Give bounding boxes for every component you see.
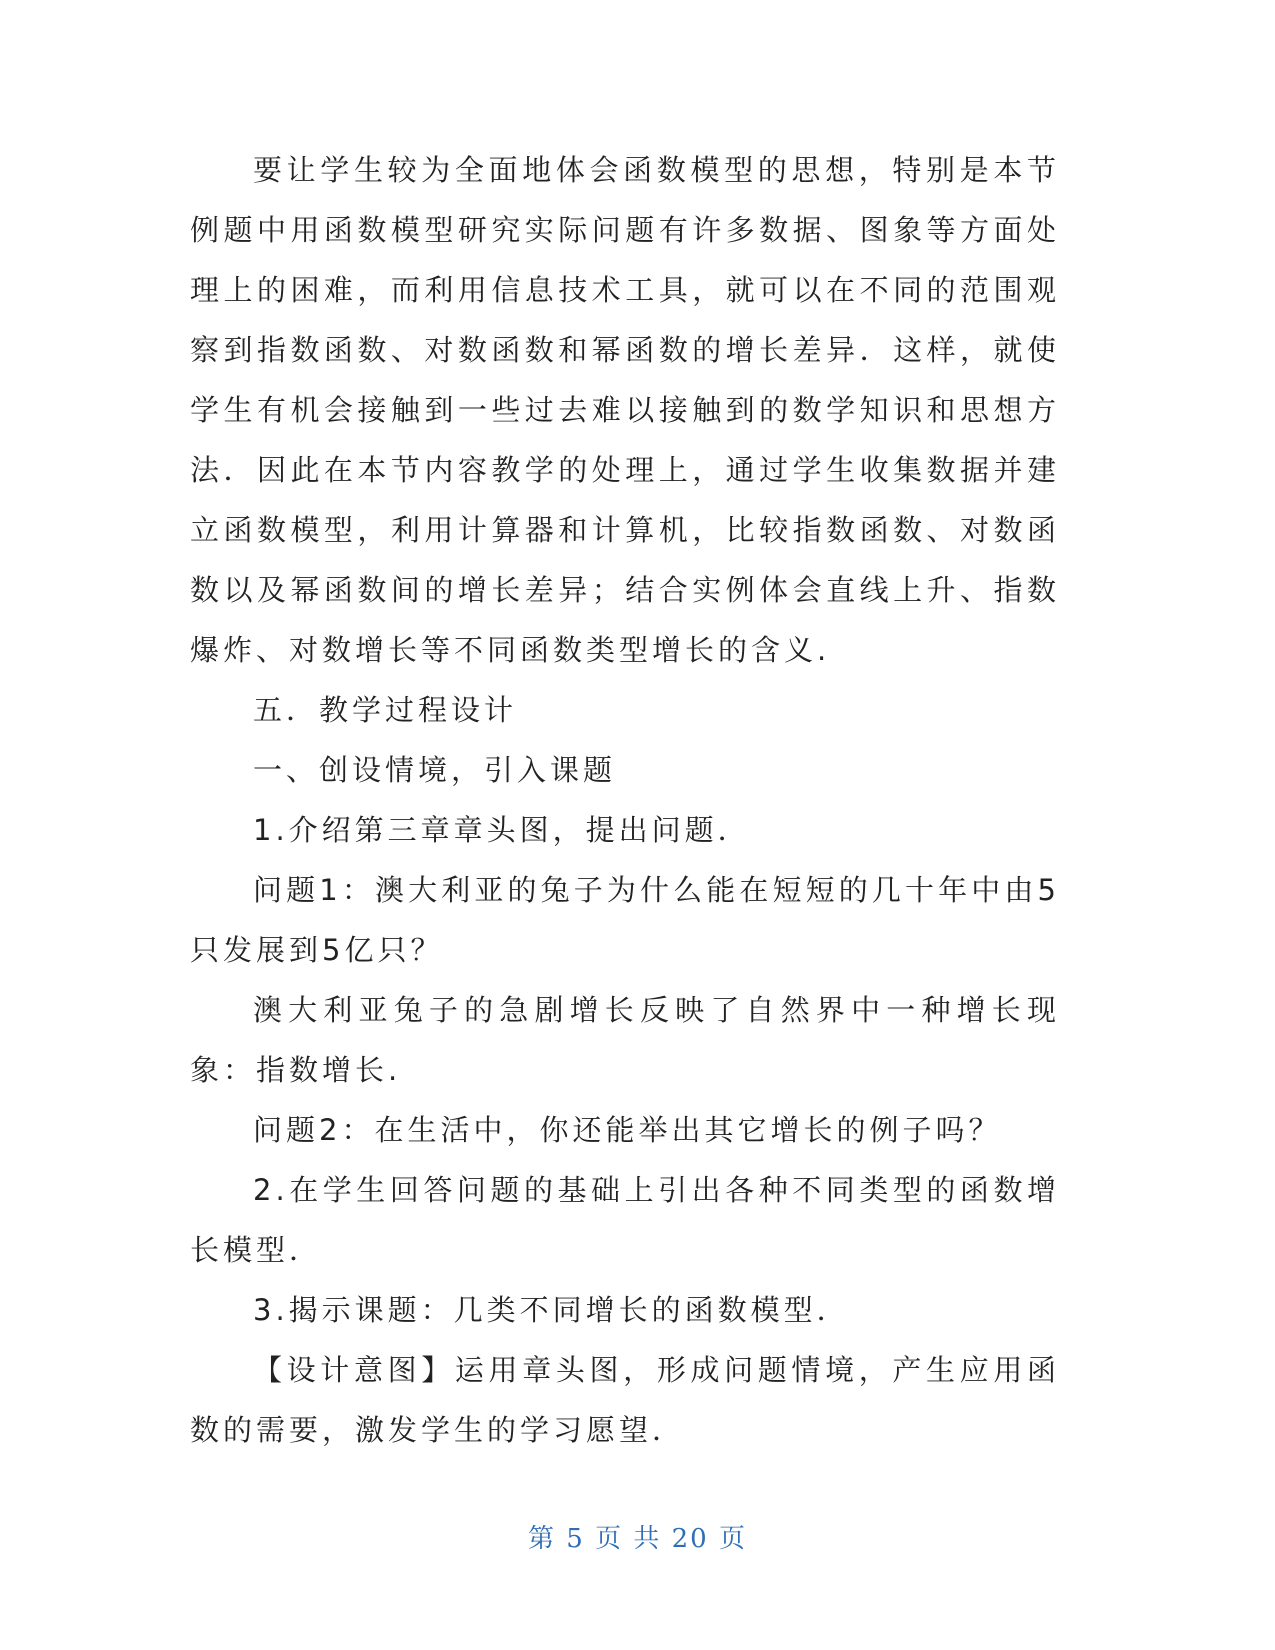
page-footer xyxy=(0,1518,1275,1555)
footer-page-word: 页 xyxy=(595,1524,624,1554)
footer-current-page: 5 xyxy=(566,1524,585,1554)
paragraph-exponential-growth: 澳大利亚兔子的急剧增长反映了自然界中一种增长现象：指数增长. xyxy=(190,993,1060,1087)
subsection-heading: 一、创设情境，引入课题 xyxy=(253,753,617,787)
document-body xyxy=(190,140,1060,1460)
question-1: 问题1：澳大利亚的兔子为什么能在短短的几十年中由5只发展到5亿只？ xyxy=(190,873,1060,967)
section-heading: 五．教学过程设计 xyxy=(253,693,518,727)
step-3: 3.揭示课题：几类不同增长的函数模型． xyxy=(253,1293,850,1327)
step-2: 2.在学生回答问题的基础上引出各种不同类型的函数增长模型． xyxy=(190,1173,1060,1267)
footer-total-word: 共 xyxy=(633,1524,662,1554)
design-intent: 【设计意图】运用章头图，形成问题情境，产生应用函数的需要，激发学生的学习愿望． xyxy=(190,1353,1060,1447)
footer-total-pages: 20 xyxy=(671,1524,709,1554)
question-2: 问题2：在生活中，你还能举出其它增长的例子吗？ xyxy=(253,1113,1002,1147)
footer-prefix: 第 xyxy=(527,1524,556,1554)
footer-suffix: 页 xyxy=(719,1524,748,1554)
paragraph-intro: 要让学生较为全面地体会函数模型的思想，特别是本节例题中用函数模型研究实际问题有许多数据、图象等方面处理上的困难，而利用信息技术工具，就可以在不同的范围观察到指数函数、对数函数和幂函数的增长差异．这样，就使学生有机会接触到一些过去难以接触到的数学知识和思想方法．因此在本节内容教学的处理上，通过学生收集数据并建立函数模型，利用计算器和计算机，比较指数函数、对数函数以及幂函数间的增长差异；结合实例体会直线上升、指数爆炸、对数增长等不同函数类型增长的含义. xyxy=(190,153,1060,667)
step-1: 1.介绍第三章章头图，提出问题． xyxy=(253,813,751,847)
